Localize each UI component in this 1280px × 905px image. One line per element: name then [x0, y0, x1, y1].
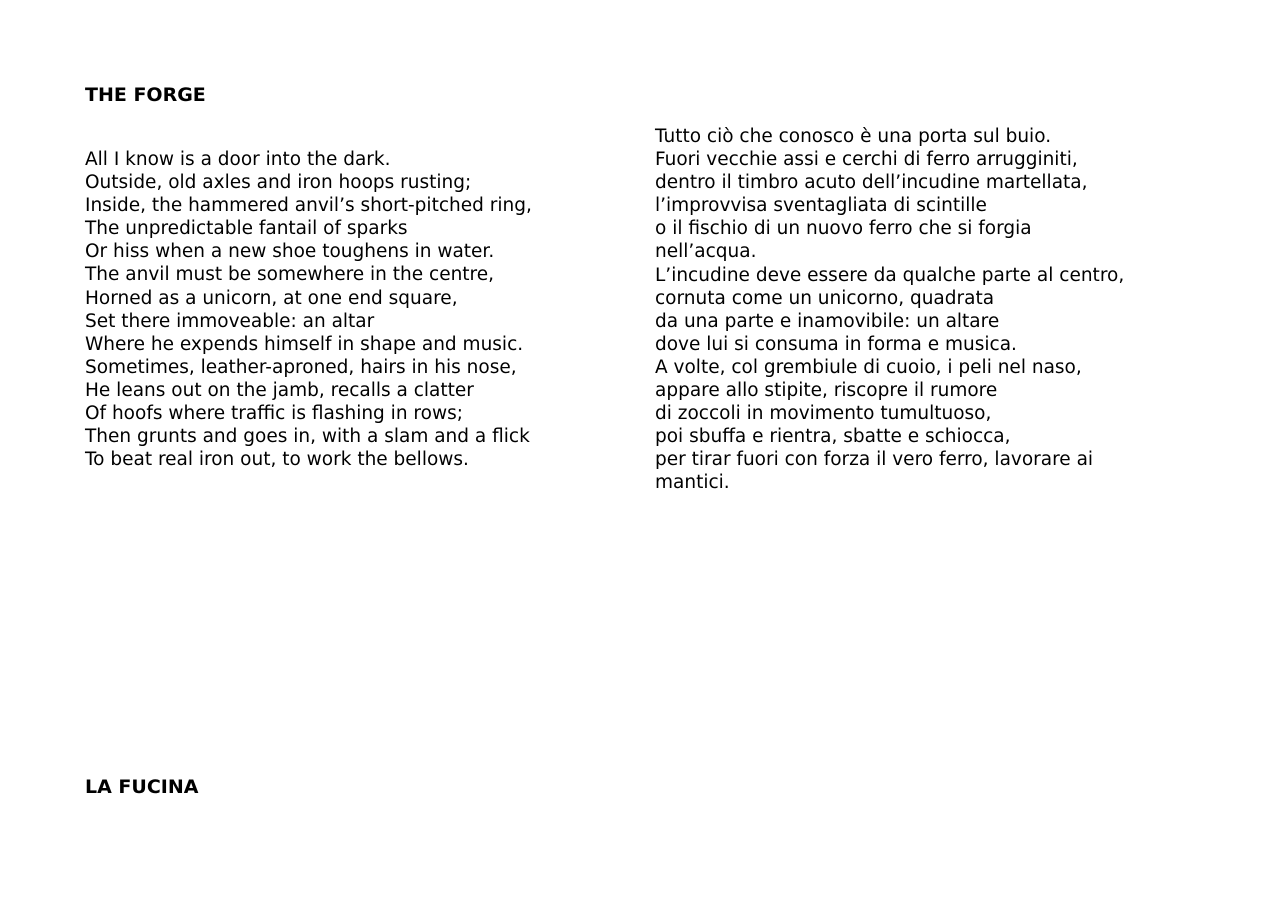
poem-line: L’incudine deve essere da qualche parte al centro,: [655, 264, 1125, 286]
poem-line: Or hiss when a new shoe toughens in water.: [85, 241, 495, 263]
poem-line: Tutto ciò che conosco è una porta sul buio.: [655, 126, 1052, 147]
poem-line: The anvil must be somewhere in the centre,: [85, 264, 495, 286]
italian-poem-title: LA FUCINA: [85, 776, 199, 798]
poem-line: Where he expends himself in shape and music.: [85, 333, 524, 355]
poem-line: To beat real iron out, to work the bellows.: [85, 449, 469, 471]
poem-line: Sometimes, leather-aproned, hairs in his nose,: [85, 356, 517, 378]
italian-poem: [655, 125, 1124, 495]
poem-line: mantici.: [655, 472, 730, 494]
poem-line: poi sbuffa e rientra, sbatte e schiocca,: [655, 426, 1011, 448]
poem-line: Outside, old axles and iron hoops rusting;: [85, 172, 472, 194]
english-poem: [85, 148, 532, 471]
poem-line: cornuta come un unicorno, quadrata: [655, 287, 995, 309]
poem-line: Horned as a unicorn, at one end square,: [85, 287, 458, 309]
poem-line: l’improvvisa sventagliata di scintille: [655, 195, 987, 217]
poem-line: Fuori vecchie assi e cerchi di ferro arrugginiti,: [655, 149, 1078, 171]
poem-line: dentro il timbro acuto dell’incudine martellata,: [655, 172, 1088, 194]
poem-line: Then grunts and goes in, with a slam and a flick: [85, 426, 530, 448]
poem-line: A volte, col grembiule di cuoio, i peli nel naso,: [655, 356, 1082, 378]
english-poem-title: THE FORGE: [85, 84, 206, 106]
poem-line: dove lui si consuma in forma e musica.: [655, 333, 1017, 355]
poem-line: Inside, the hammered anvil’s short-pitched ring,: [85, 195, 532, 217]
poem-line: Of hoofs where traffic is flashing in rows;: [85, 403, 463, 425]
poem-line: appare allo stipite, riscopre il rumore: [655, 380, 998, 402]
poem-line: nell’acqua.: [655, 241, 757, 263]
poem-line: He leans out on the jamb, recalls a clatter: [85, 379, 474, 401]
poem-line: Set there immoveable: an altar: [85, 310, 375, 332]
poem-line: di zoccoli in movimento tumultuoso,: [655, 403, 992, 425]
poem-line: per tirar fuori con forza il vero ferro, lavorare ai: [655, 449, 1094, 471]
poem-line: da una parte e inamovibile: un altare: [655, 310, 1000, 332]
poem-line: All I know is a door into the dark.: [85, 149, 391, 170]
poem-line: o il fischio di un nuovo ferro che si forgia: [655, 218, 1032, 240]
poem-line: The unpredictable fantail of sparks: [85, 218, 408, 240]
